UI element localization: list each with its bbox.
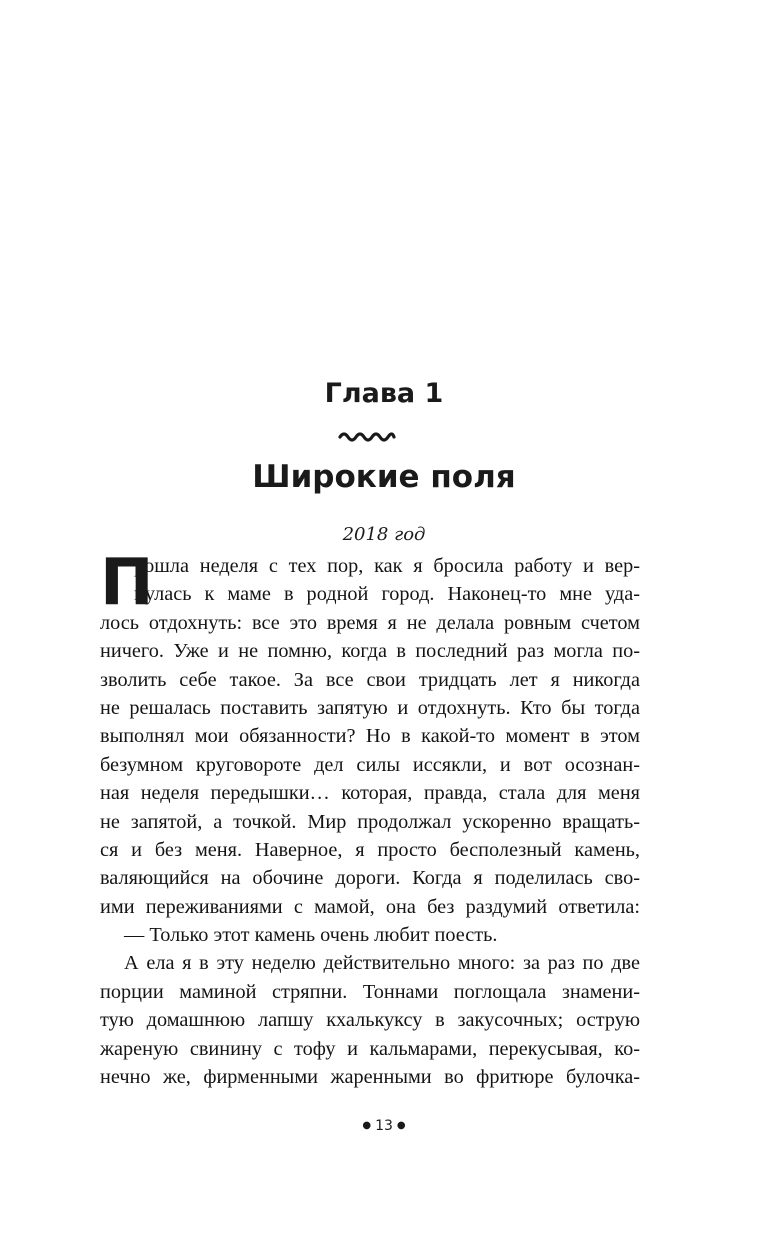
dialogue-line: — Только этот камень очень любит поесть.: [124, 924, 498, 947]
page-number: [0, 1118, 768, 1134]
drop-cap: П: [100, 546, 154, 620]
text-line: порции маминой стряпни. Тоннами поглощала знамени-: [100, 980, 640, 1003]
text-line: ная неделя передышки… которая, правда, стала для меня: [100, 782, 640, 805]
text-line: нечно же, фирменными жаренными во фритюре булочка-: [100, 1066, 640, 1089]
text-line: жареную свинину с тофу и кальмарами, перекусывая, ко-: [100, 1037, 640, 1060]
chapter-title: Широкие поля: [252, 459, 516, 495]
wave-ornament-icon: [338, 428, 396, 444]
text-line: ничего. Уже и не помню, когда в последний раз могла по-: [100, 640, 640, 663]
page-number-value: 13: [375, 1118, 393, 1134]
text-line: рошла неделя с тех пор, как я бросила работу и вер-: [134, 555, 640, 577]
text-line: выполнял мои обязанности? Но в какой-то момент в этом: [100, 725, 640, 748]
text-line: нулась к маме в родной город. Наконец-то мне уда-: [134, 583, 640, 606]
bullet-icon: ●: [396, 1120, 406, 1131]
chapter-label: Глава 1: [324, 378, 444, 409]
text-line: ся и без меня. Наверное, я просто бесполезный камень,: [100, 838, 640, 861]
text-line: не решалась поставить запятую и отдохнуть. Кто бы тогда: [100, 696, 640, 719]
text-line: валяющийся на обочине дороги. Когда я поделилась сво-: [100, 867, 640, 890]
text-line: ими переживаниями с мамой, она без раздумий ответила:: [100, 895, 640, 918]
chapter-year: 2018 год: [342, 524, 426, 545]
text-line: А ела я в эту неделю действительно много: за раз по две: [124, 952, 640, 975]
text-line: лось отдохнуть: все это время я не делала ровным счетом: [100, 611, 640, 634]
text-line: безумном круговороте дел силы иссякли, и вот осознан-: [100, 753, 640, 776]
chapter-text: [100, 546, 640, 1091]
text-line: не запятой, а точкой. Мир продолжал ускоренно вращать-: [100, 810, 640, 833]
text-line: зволить себе такое. За все свои тридцать лет я никогда: [100, 668, 640, 691]
bullet-icon: ●: [362, 1120, 372, 1131]
text-line: тую домашнюю лапшу кхалькуксу в закусочных; острую: [100, 1009, 640, 1032]
